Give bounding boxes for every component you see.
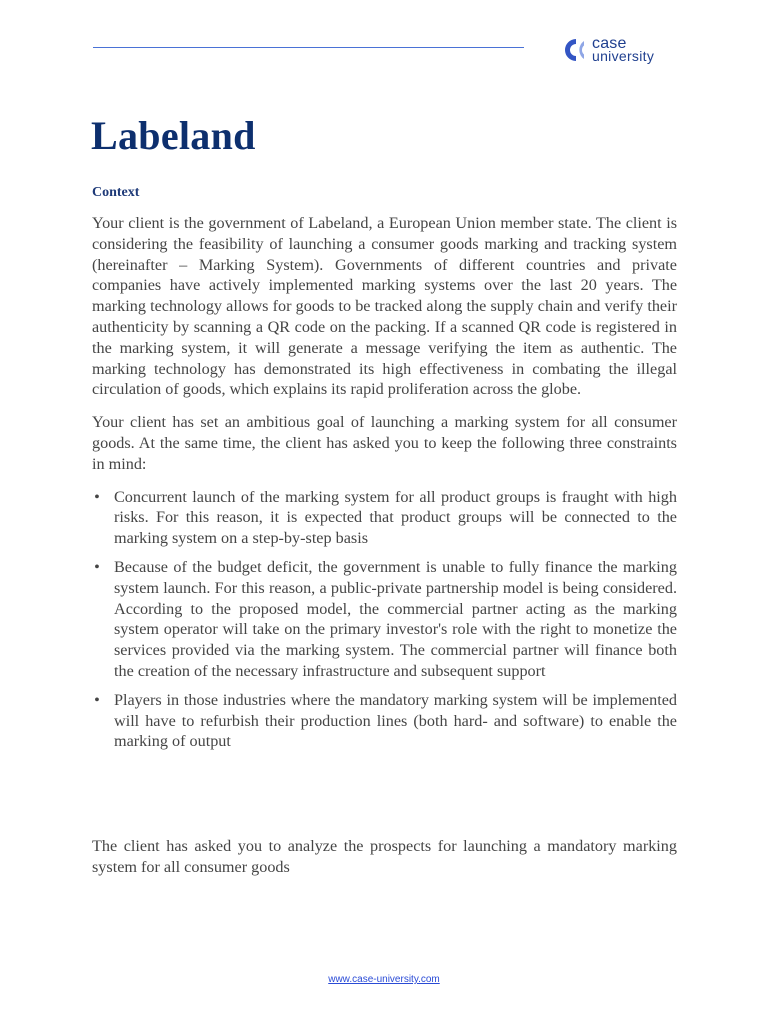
logo-wordmark	[592, 37, 654, 63]
page-title: Labeland	[91, 113, 256, 158]
list-item	[92, 557, 677, 682]
header-divider	[93, 47, 524, 48]
website-link[interactable]: www.case-university.com	[328, 974, 440, 985]
list-item-text: Concurrent launch of the marking system for all product groups is fraught with high risks. For this reason, it is expected that product groups will be connected to the marking system on a step-by-step basis	[114, 487, 677, 548]
list-item-text: Because of the budget deficit, the government is unable to fully finance the marking system launch. For this reason, a public-private partnership model is being considered. According to the proposed model, the commercial partner acting as the marking system operator will take on the primary investor's role with the right to monetize the services provided via the marking system. The commercial partner will finance both the creation of the necessary infrastructure and subsequent support	[114, 557, 677, 680]
document-body	[92, 213, 677, 760]
footer	[0, 974, 768, 985]
section-heading-context: Context	[92, 185, 140, 200]
closing-paragraph: The client has asked you to analyze the prospects for launching a mandatory marking system for all consumer goods	[92, 837, 677, 876]
list-item-text: Players in those industries where the mandatory marking system will be implemented will have to refurbish their production lines (both hard- and software) to enable the marking of output	[114, 690, 677, 751]
intro-paragraph: Your client is the government of Labeland, a European Union member state. The client is considering the feasibility of launching a consumer goods marking and tracking system (hereinafter – Marking System). Governments of different countries and private companies have actively implemented marking systems over the last 20 years. The marking technology allows for goods to be tracked along the supply chain and verify their authenticity by scanning a QR code on the packing. If a scanned QR code is registered in the marking system, it will generate a message verifying the item as authentic. The marking technology has demonstrated its high effectiveness in combating the illegal circulation of goods, which explains its rapid proliferation across the globe.	[92, 214, 677, 399]
list-item	[92, 487, 677, 549]
logo-mark-icon	[562, 36, 590, 64]
goal-paragraph: Your client has set an ambitious goal of launching a marking system for all consumer goods. At the same time, the client has asked you to keep the following three constraints in mind:	[92, 413, 677, 473]
bullet-icon: •	[94, 690, 100, 709]
case-university-logo	[562, 36, 654, 64]
logo-word-case: case	[592, 35, 627, 52]
logo-word-university: university	[592, 48, 655, 64]
constraints-list	[92, 487, 677, 753]
bullet-icon: •	[94, 557, 100, 576]
bullet-icon: •	[94, 487, 100, 506]
list-item	[92, 690, 677, 752]
